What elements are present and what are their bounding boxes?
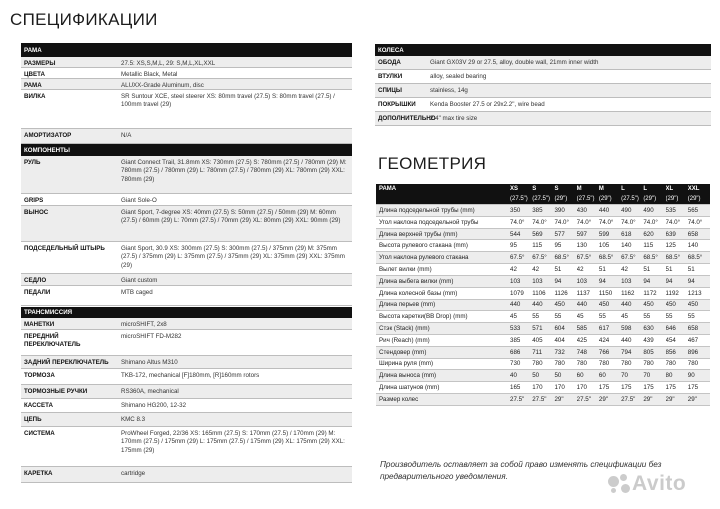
wheel-size-header: (27.5") xyxy=(577,194,599,205)
spec-row xyxy=(21,385,352,399)
geometry-value: 29" xyxy=(688,394,710,406)
section-wheels-header: КОЛЕСА xyxy=(375,44,711,56)
spec-row xyxy=(21,413,352,427)
geometry-row xyxy=(376,346,710,358)
geometry-value: 440 xyxy=(599,205,621,217)
geometry-value: 780 xyxy=(666,358,688,370)
geometry-value: 450 xyxy=(554,299,576,311)
geometry-value: 55 xyxy=(688,311,710,323)
geometry-row xyxy=(376,299,710,311)
spec-value: Giant Sole-O xyxy=(121,197,157,204)
geometry-value: 68.5° xyxy=(599,252,621,264)
geometry-value: 467 xyxy=(688,334,710,346)
geometry-value: 27.5" xyxy=(510,394,532,406)
spec-row xyxy=(21,427,352,467)
spec-value: 2.4" max tire size xyxy=(430,115,478,122)
spec-row xyxy=(21,467,352,483)
geometry-value: 440 xyxy=(621,334,643,346)
geometry-value: 103 xyxy=(577,275,599,287)
spec-row xyxy=(375,56,711,70)
spec-value: RS360A, mechanical xyxy=(121,388,179,395)
geometry-value: 42 xyxy=(577,264,599,276)
geometry-value: 95 xyxy=(510,240,532,252)
geometry-value: 597 xyxy=(577,228,599,240)
spec-row xyxy=(21,129,352,144)
geometry-row xyxy=(376,311,710,323)
geometry-value: 55 xyxy=(599,311,621,323)
geometry-row xyxy=(376,264,710,276)
spec-row xyxy=(21,57,352,68)
spec-key: GRIPS xyxy=(24,197,44,204)
spec-value: microSHIFT FD-M282 xyxy=(121,333,182,340)
geometry-value: 780 xyxy=(621,358,643,370)
geometry-value: 103 xyxy=(510,275,532,287)
geometry-value: 440 xyxy=(510,299,532,311)
geometry-value: 165 xyxy=(510,382,532,394)
spec-value: Giant Connect Trail, 31.8mm XS: 730mm (27.5) S: 780mm (27.5) / 780mm (29) M: 780mm (27.5) / 780mm (29) L: 780mm (27.5) / 780mm (29) XL: 780mm (29) XXL: 780mm (29) xyxy=(121,159,347,183)
spec-key: КАРЕТКА xyxy=(24,470,53,477)
size-header: L xyxy=(621,184,643,194)
geometry-value: 440 xyxy=(577,299,599,311)
geometry-value: 68.5° xyxy=(554,252,576,264)
geometry-value: 80 xyxy=(666,370,688,382)
geometry-value: 350 xyxy=(510,205,532,217)
size-header: XXL xyxy=(688,184,710,194)
geometry-row-label: Высота рулевого стакана (mm) xyxy=(376,240,510,252)
geometry-value: 51 xyxy=(554,264,576,276)
geometry-value: 68.5° xyxy=(666,252,688,264)
spec-key: ВИЛКА xyxy=(24,93,46,100)
geometry-value: 51 xyxy=(666,264,688,276)
geometry-value: 103 xyxy=(532,275,554,287)
geometry-value: 1192 xyxy=(666,287,688,299)
geometry-value: 55 xyxy=(532,311,554,323)
spec-key: СИСТЕМА xyxy=(24,430,55,437)
spec-key: СЕДЛО xyxy=(24,277,47,284)
geometry-value: 1150 xyxy=(599,287,621,299)
geometry-value: 175 xyxy=(666,382,688,394)
spec-key: АМОРТИЗАТОР xyxy=(24,132,72,139)
geometry-value: 27.5" xyxy=(621,394,643,406)
geometry-value: 94 xyxy=(554,275,576,287)
geometry-value: 70 xyxy=(621,370,643,382)
geometry-value: 618 xyxy=(621,228,643,240)
geometry-row xyxy=(376,240,710,252)
geometry-row xyxy=(376,358,710,370)
geometry-row xyxy=(376,205,710,217)
spec-row xyxy=(375,112,711,126)
geometry-value: 405 xyxy=(532,334,554,346)
spec-value: ProWheel Forged, 22/36 XS: 165mm (27.5) S: 170mm (27.5) / 170mm (29) M: 170mm (27.5) / 175mm (29) L: 175mm (27.5) / 175mm (29) XL: 175mm (29) XXL: 175mm (29) xyxy=(121,430,345,454)
geometry-value: 170 xyxy=(577,382,599,394)
size-header: XS xyxy=(510,184,532,194)
geometry-value: 74.0° xyxy=(621,216,643,228)
geometry-value: 42 xyxy=(510,264,532,276)
geometry-value: 732 xyxy=(554,346,576,358)
geometry-value: 620 xyxy=(643,228,665,240)
geometry-value: 385 xyxy=(510,334,532,346)
spec-row xyxy=(21,79,352,90)
spec-value: MTB caged xyxy=(121,289,153,296)
geometry-value: 40 xyxy=(510,370,532,382)
geometry-header-row xyxy=(376,184,710,194)
geometry-value: 658 xyxy=(688,228,710,240)
avito-logo-icon xyxy=(608,474,630,494)
geometry-value: 780 xyxy=(554,358,576,370)
spec-row xyxy=(21,156,352,194)
spec-row xyxy=(21,194,352,206)
spec-value: microSHIFT, 2x8 xyxy=(121,321,167,328)
geometry-value: 74.0° xyxy=(643,216,665,228)
geometry-value: 94 xyxy=(688,275,710,287)
geometry-row-label: Высота каретки(BB Drop) (mm) xyxy=(376,311,510,323)
geometry-value: 115 xyxy=(532,240,554,252)
spec-row xyxy=(21,286,352,306)
geometry-row-label: Угол наклона подседельной трубы xyxy=(376,216,510,228)
spec-row xyxy=(21,330,352,356)
geometry-value: 60 xyxy=(577,370,599,382)
spec-value: Giant custom xyxy=(121,277,158,284)
geometry-header-label: РАМА xyxy=(376,184,510,194)
wheel-size-header: (29") xyxy=(554,194,576,205)
avito-watermark xyxy=(608,472,686,496)
geometry-value: 598 xyxy=(621,323,643,335)
geometry-title: ГЕОМЕТРИЯ xyxy=(378,154,487,173)
spec-key: ЦВЕТА xyxy=(24,71,45,78)
geometry-value: 105 xyxy=(599,240,621,252)
wheel-size-header: (27.5") xyxy=(621,194,643,205)
geometry-row xyxy=(376,275,710,287)
geometry-value: 390 xyxy=(554,205,576,217)
geometry-value: 29" xyxy=(554,394,576,406)
geometry-value: 686 xyxy=(510,346,532,358)
spec-value: SR Suntour XCE, steel steerer XS: 80mm travel (27.5) S: 80mm travel (27.5) / 100mm travel (29) xyxy=(121,93,335,109)
disclaimer-note: Производитель оставляет за собой право изменять спецификации без предварительного уведомления. xyxy=(380,460,662,481)
geometry-value: 490 xyxy=(621,205,643,217)
geometry-value: 74.0° xyxy=(599,216,621,228)
geometry-value: 450 xyxy=(599,299,621,311)
geometry-value: 125 xyxy=(666,240,688,252)
spec-key: ПОКРЫШКИ xyxy=(378,101,416,108)
geometry-value: 45 xyxy=(621,311,643,323)
geometry-value: 639 xyxy=(666,228,688,240)
spec-value: Giant GX03V 29 or 27.5, alloy, double wall, 21mm inner width xyxy=(430,59,599,66)
geometry-value: 780 xyxy=(532,358,554,370)
spec-row xyxy=(21,68,352,79)
spec-value: cartridge xyxy=(121,470,146,477)
spec-key: РАМА xyxy=(24,82,42,89)
geometry-value: 856 xyxy=(666,346,688,358)
spec-row xyxy=(21,274,352,286)
geometry-value: 780 xyxy=(577,358,599,370)
geometry-value: 544 xyxy=(510,228,532,240)
geometry-value: 450 xyxy=(688,299,710,311)
geometry-value: 711 xyxy=(532,346,554,358)
wheel-size-header: (29") xyxy=(643,194,665,205)
geometry-value: 95 xyxy=(554,240,576,252)
spec-row xyxy=(21,369,352,385)
spec-row xyxy=(21,318,352,330)
spec-value: KMC 8.3 xyxy=(121,416,146,423)
geometry-value: 535 xyxy=(666,205,688,217)
geometry-value: 68.5° xyxy=(688,252,710,264)
geometry-row-label: Вылет вилки (mm) xyxy=(376,264,510,276)
geometry-row xyxy=(376,216,710,228)
spec-row xyxy=(21,356,352,369)
geometry-value: 658 xyxy=(688,323,710,335)
geometry-value: 60 xyxy=(599,370,621,382)
geometry-value: 425 xyxy=(577,334,599,346)
geometry-value: 29" xyxy=(666,394,688,406)
geometry-value: 533 xyxy=(510,323,532,335)
geometry-value: 569 xyxy=(532,228,554,240)
geometry-value: 51 xyxy=(643,264,665,276)
geometry-value: 67.5° xyxy=(577,252,599,264)
geometry-row xyxy=(376,252,710,264)
spec-key: ПОДСЕДЕЛЬНЫЙ ШТЫРЬ xyxy=(24,245,105,252)
spec-key: ЦЕПЬ xyxy=(24,416,42,423)
specs-title: СПЕЦИФИКАЦИИ xyxy=(10,10,158,29)
spec-key: ПЕДАЛИ xyxy=(24,289,51,296)
geometry-value: 94 xyxy=(666,275,688,287)
spec-value: stainless, 14g xyxy=(430,87,468,94)
wheel-size-header: (29") xyxy=(688,194,710,205)
geometry-value: 1079 xyxy=(510,287,532,299)
spec-value: Kenda Booster 27.5 or 29x2.2", wire bead xyxy=(430,101,545,108)
geometry-value: 440 xyxy=(621,299,643,311)
spec-value: Shimano HG200, 12-32 xyxy=(121,402,187,409)
spec-key: ПЕРЕДНИЙ ПЕРЕКЛЮЧАТЕЛЬ xyxy=(24,333,81,349)
geometry-value: 140 xyxy=(688,240,710,252)
spec-value: Metallic Black, Metal xyxy=(121,71,178,78)
geometry-value: 42 xyxy=(532,264,554,276)
geometry-value: 385 xyxy=(532,205,554,217)
geometry-value: 780 xyxy=(688,358,710,370)
geometry-row-label: Угол наклона рулевого стакана xyxy=(376,252,510,264)
geometry-value: 805 xyxy=(643,346,665,358)
geometry-value: 175 xyxy=(621,382,643,394)
spec-value: 27.5: XS,S,M,L, 29: S,M,L,XL,XXL xyxy=(121,60,216,67)
geometry-value: 571 xyxy=(532,323,554,335)
size-header: L xyxy=(643,184,665,194)
spec-key: СПИЦЫ xyxy=(378,87,402,94)
spec-row xyxy=(375,84,711,98)
size-header: S xyxy=(554,184,576,194)
geometry-value: 74.0° xyxy=(510,216,532,228)
geometry-wheel-row xyxy=(376,194,710,205)
geometry-value: 74.0° xyxy=(554,216,576,228)
geometry-value: 175 xyxy=(643,382,665,394)
geometry-header-blank xyxy=(376,194,510,205)
geometry-value: 115 xyxy=(643,240,665,252)
geometry-row-label: Длина верхней трубы (mm) xyxy=(376,228,510,240)
spec-key: РАЗМЕРЫ xyxy=(24,60,56,67)
geometry-value: 55 xyxy=(554,311,576,323)
spec-key: ОБОДА xyxy=(378,59,401,66)
geometry-value: 140 xyxy=(621,240,643,252)
spec-value: Shimano Altus M310 xyxy=(121,359,178,366)
geometry-value: 604 xyxy=(554,323,576,335)
spec-row xyxy=(21,399,352,413)
geometry-value: 50 xyxy=(554,370,576,382)
geometry-value: 67.5° xyxy=(532,252,554,264)
geometry-value: 74.0° xyxy=(577,216,599,228)
geometry-value: 440 xyxy=(532,299,554,311)
wheel-size-header: (29") xyxy=(599,194,621,205)
spec-key: МАНЕТКИ xyxy=(24,321,55,328)
geometry-value: 896 xyxy=(688,346,710,358)
spec-key: ДОПОЛНИТЕЛЬНО xyxy=(378,115,436,122)
geometry-value: 74.0° xyxy=(666,216,688,228)
geometry-value: 439 xyxy=(643,334,665,346)
geometry-value: 780 xyxy=(643,358,665,370)
geometry-row-label: Длина подседельной трубы (mm) xyxy=(376,205,510,217)
geometry-row-label: Длина шатунов (mm) xyxy=(376,382,510,394)
wheel-size-header: (29") xyxy=(666,194,688,205)
geometry-value: 51 xyxy=(599,264,621,276)
geometry-value: 42 xyxy=(621,264,643,276)
geometry-value: 51 xyxy=(688,264,710,276)
geometry-row xyxy=(376,394,710,406)
geometry-row-label: Размер колес xyxy=(376,394,510,406)
geometry-value: 450 xyxy=(643,299,665,311)
geometry-value: 780 xyxy=(599,358,621,370)
geometry-row-label: Длина колесной базы (mm) xyxy=(376,287,510,299)
size-header: XL xyxy=(666,184,688,194)
size-header: M xyxy=(599,184,621,194)
spec-value: N/A xyxy=(121,132,132,139)
geometry-value: 94 xyxy=(643,275,665,287)
section-transmission-header: ТРАНСМИССИЯ xyxy=(21,307,352,318)
geometry-value: 27.5" xyxy=(532,394,554,406)
geometry-value: 646 xyxy=(666,323,688,335)
watermark-text: Avito xyxy=(632,472,687,495)
geometry-row-label: Ширина руля (mm) xyxy=(376,358,510,370)
geometry-value: 450 xyxy=(666,299,688,311)
geometry-value: 68.5° xyxy=(643,252,665,264)
spec-value: Giant Sport, 30.9 XS: 300mm (27.5) S: 300mm (27.5) / 375mm (29) M: 375mm (27.5) / 375mm (29) L: 375mm (27.5) / 375mm (29) XL: 375mm (29) XXL: 375mm (29) xyxy=(121,245,345,269)
geometry-value: 730 xyxy=(510,358,532,370)
geometry-value: 74.0° xyxy=(532,216,554,228)
geometry-row xyxy=(376,287,710,299)
spec-key: ВЫНОС xyxy=(24,209,49,216)
geometry-row-label: Длина выбега вилки (mm) xyxy=(376,275,510,287)
section-components-header: КОМПОНЕНТЫ xyxy=(21,144,352,156)
spec-key: КАССЕТА xyxy=(24,402,54,409)
size-header: M xyxy=(577,184,599,194)
geometry-value: 1126 xyxy=(554,287,576,299)
geometry-value: 766 xyxy=(599,346,621,358)
geometry-value: 170 xyxy=(554,382,576,394)
geometry-value: 175 xyxy=(688,382,710,394)
geometry-value: 794 xyxy=(621,346,643,358)
geometry-value: 70 xyxy=(643,370,665,382)
geometry-value: 29" xyxy=(643,394,665,406)
geometry-value: 599 xyxy=(599,228,621,240)
geometry-value: 424 xyxy=(599,334,621,346)
spec-key: ВТУЛКИ xyxy=(378,73,403,80)
geometry-row-label: Длина перьев (mm) xyxy=(376,299,510,311)
geometry-value: 29" xyxy=(599,394,621,406)
geometry-value: 67.5° xyxy=(510,252,532,264)
geometry-value: 45 xyxy=(577,311,599,323)
geometry-value: 103 xyxy=(621,275,643,287)
wheel-size-header: (27.5") xyxy=(510,194,532,205)
geometry-value: 565 xyxy=(688,205,710,217)
geometry-value: 1172 xyxy=(643,287,665,299)
spec-value: TKB-172, mechanical [F]180mm, [R]160mm rotors xyxy=(121,372,260,379)
geometry-value: 630 xyxy=(643,323,665,335)
geometry-value: 1137 xyxy=(577,287,599,299)
spec-key: ТОРМОЗНЫЕ РУЧКИ xyxy=(24,388,88,395)
geometry-row xyxy=(376,370,710,382)
geometry-value: 67.5° xyxy=(621,252,643,264)
geometry-value: 55 xyxy=(643,311,665,323)
geometry-value: 404 xyxy=(554,334,576,346)
geometry-value: 170 xyxy=(532,382,554,394)
spec-value: Giant Sport, 7-degree XS: 40mm (27.5) S: 50mm (27.5) / 50mm (29) M: 60mm (27.5) / 60mm (29) L: 70mm (27.5) / 70mm (29) XL: 80mm (29) XXL: 90mm (29) xyxy=(121,209,341,225)
geometry-value: 50 xyxy=(532,370,554,382)
geometry-value: 45 xyxy=(510,311,532,323)
geometry-value: 454 xyxy=(666,334,688,346)
geometry-value: 577 xyxy=(554,228,576,240)
spec-row xyxy=(375,70,711,84)
spec-row xyxy=(21,90,352,129)
spec-key: ЗАДНИЙ ПЕРЕКЛЮЧАТЕЛЬ xyxy=(24,359,109,366)
geometry-value: 1213 xyxy=(688,287,710,299)
geometry-value: 1106 xyxy=(532,287,554,299)
geometry-value: 130 xyxy=(577,240,599,252)
geometry-value: 1162 xyxy=(621,287,643,299)
spec-key: ТОРМОЗА xyxy=(24,372,55,379)
geometry-table-wrap xyxy=(376,184,710,406)
geometry-row-label: Рич (Reach) (mm) xyxy=(376,334,510,346)
geometry-row xyxy=(376,323,710,335)
size-header: S xyxy=(532,184,554,194)
section-frame-header: РАМА xyxy=(21,43,352,57)
wheel-size-header: (27.5") xyxy=(532,194,554,205)
geometry-value: 94 xyxy=(599,275,621,287)
geometry-value: 748 xyxy=(577,346,599,358)
geometry-row-label: Длина выноса (mm) xyxy=(376,370,510,382)
geometry-value: 74.0° xyxy=(688,216,710,228)
geometry-value: 90 xyxy=(688,370,710,382)
spec-row xyxy=(21,242,352,274)
geometry-value: 585 xyxy=(577,323,599,335)
spec-row xyxy=(375,98,711,112)
geometry-value: 490 xyxy=(643,205,665,217)
geometry-value: 617 xyxy=(599,323,621,335)
geometry-row xyxy=(376,228,710,240)
geometry-value: 55 xyxy=(666,311,688,323)
spec-value: alloy, sealed bearing xyxy=(430,73,487,80)
geometry-table xyxy=(376,184,710,406)
spec-value: ALUXX-Grade Aluminum, disc xyxy=(121,82,204,89)
geometry-value: 175 xyxy=(599,382,621,394)
geometry-value: 430 xyxy=(577,205,599,217)
spec-row xyxy=(21,206,352,242)
geometry-row xyxy=(376,382,710,394)
geometry-row xyxy=(376,334,710,346)
geometry-value: 27.5" xyxy=(577,394,599,406)
geometry-row-label: Стендовер (mm) xyxy=(376,346,510,358)
spec-key: РУЛЬ xyxy=(24,159,41,166)
geometry-row-label: Стэк (Stack) (mm) xyxy=(376,323,510,335)
